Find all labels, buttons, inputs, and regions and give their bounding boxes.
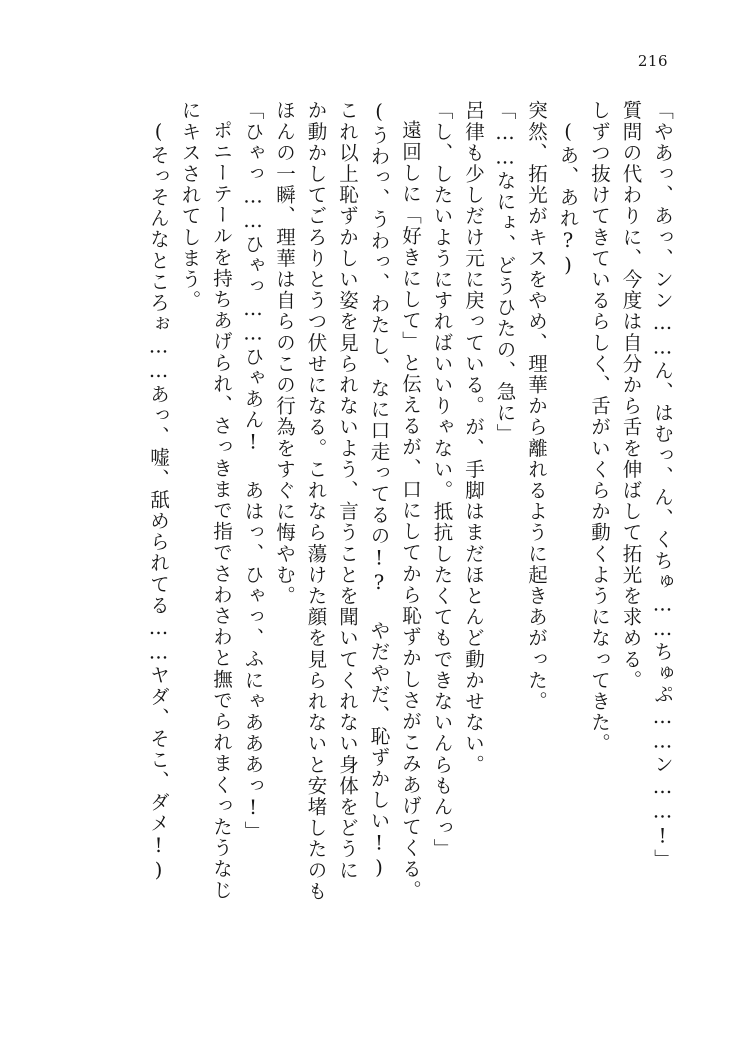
text-line: (そっそんなところぉ……あっ、嘘、舐められてる……ヤダ、そこ、ダメ!) <box>147 120 170 883</box>
text-line: ほんの一瞬、理華は自らのこの行為をすぐに悔やむ。 <box>273 100 296 607</box>
text-line: 「し、したいようにすればいいりゃない。抵抗したくてもできないんらもんっ」 <box>430 100 454 860</box>
vertical-text-body <box>72 100 672 970</box>
text-line: 「……なにょ、どうひたの、急に」 <box>493 100 517 445</box>
page-number: 216 <box>637 52 668 70</box>
text-line: (あ、あれ?) <box>556 120 580 279</box>
text-line: か動かしてごろりとうつ伏せになる。これなら蕩けた顔を見られないと安堵したのも <box>304 100 328 902</box>
text-line: ポニーテールを持ちあげられ、さっきまで指でさわさわと撫でられまくったうなじ <box>210 120 233 901</box>
text-line: (うわっ、うわっ、わたし、なに口走ってるの!? やだやだ、恥ずかしい!) <box>367 100 391 881</box>
text-line: にキスされてしまう。 <box>178 100 202 311</box>
text-line: 質問の代わりに、今度は自分から舌を伸ばして拓光を求める。 <box>619 100 643 691</box>
text-line: 「ひゃっ……ひゃっ……ひゃあん! あはっ、ひゃっ、ふにゃあああっ!」 <box>241 100 265 842</box>
text-line: 「やあっ、あっ、ンン……ん、はむっ、ん、くちゅ……ちゅぷ……ン……!」 <box>651 100 674 870</box>
text-line: しずつ抜けてきているらしく、舌がいくらか動くようになってきた。 <box>588 100 611 755</box>
text-line: これ以上恥ずかしい姿を見られないよう、言うことを聞いてくれない身体をどうに <box>336 100 359 881</box>
text-line: 呂律も少しだけ元に戻っている。が、手脚はまだほとんど動かせない。 <box>462 100 485 776</box>
text-line: 遠回しに「好きにして」と伝えるが、口にしてから恥ずかしさがこみあげてくる。 <box>399 120 422 901</box>
text-line: 突然、拓光がキスをやめ、理華から離れるように起きあがった。 <box>525 100 548 712</box>
